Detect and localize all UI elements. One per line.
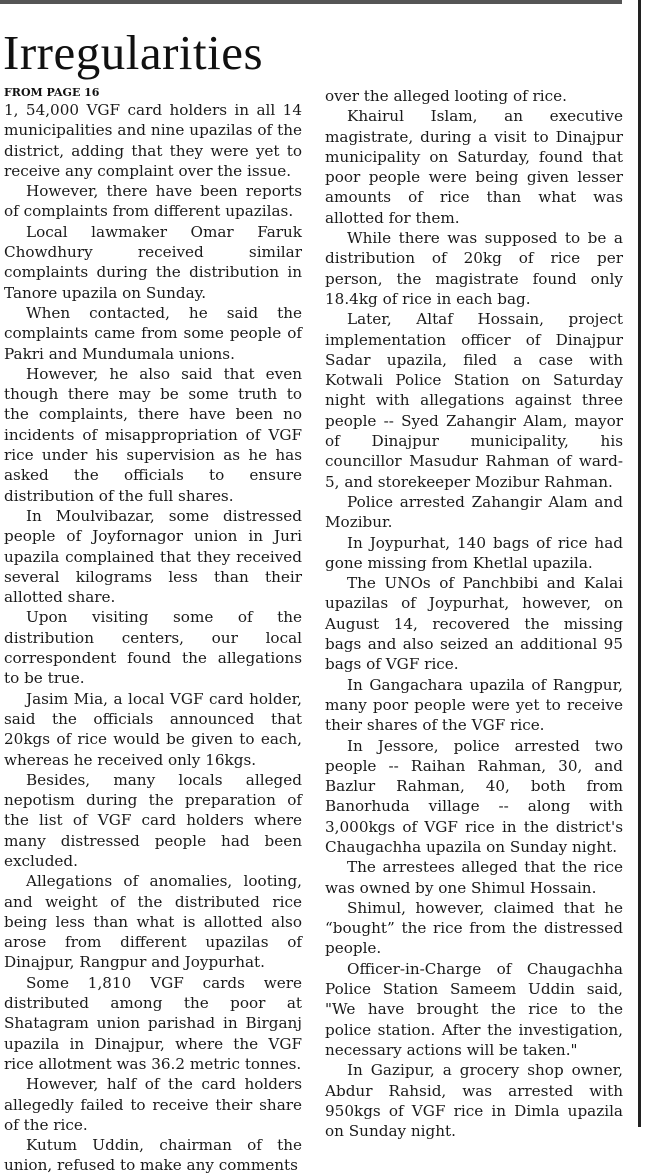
paragraph: The arrestees alleged that the rice was owned by one Shimul Hossain. — [325, 858, 623, 897]
paragraph: Officer-in-Charge of Chaugachha Police Station Sameem Uddin said, "We have brought the rice to the police station. After the investigation, necessary actions will be taken." — [325, 959, 623, 1059]
paragraph: Some 1,810 VGF cards were distributed among the poor at Shatagram union parishad in Birganj upazila in Dinajpur, where the VGF rice allotment was 36.2 metric tonnes. — [4, 973, 302, 1073]
left-column — [4, 86, 302, 1176]
paragraph: However, half of the card holders allegedly failed to receive their share of the rice. — [4, 1075, 302, 1134]
paragraph: In Gazipur, a grocery shop owner, Abdur Rahsid, was arrested with 950kgs of VGF rice in Dimla upazila on Sunday night. — [325, 1061, 623, 1141]
column-rule — [638, 0, 641, 1127]
paragraph: Police arrested Zahangir Alam and Mozibur. — [325, 492, 623, 532]
paragraph: Upon visiting some of the distribution centers, our local correspondent found the allegations to be true. — [4, 608, 302, 688]
paragraph: While there was supposed to be a distribution of 20kg of rice per person, the magistrate found only 18.4kg of rice in each bag. — [325, 229, 623, 308]
paragraph: In Gangachara upazila of Rangpur, many poor people were yet to receive their shares of the VGF rice. — [325, 675, 623, 735]
paragraph: In Moulvibazar, some distressed people of Joyfornagor union in Juri upazila complained that they received several kilograms less than their allotted share. — [4, 506, 302, 607]
headline: Irregularities — [3, 25, 264, 80]
paragraph: When contacted, he said the complaints came from some people of Pakri and Mundumala unions. — [4, 303, 302, 363]
jump-line: FROM PAGE 16 — [4, 86, 100, 99]
paragraph: However, he also said that even though there may be some truth to the complaints, there have been no incidents of misappropriation of VGF rice under his supervision as he has asked the officials to ensure distribution of the full shares. — [4, 364, 302, 505]
paragraph: Jasim Mia, a local VGF card holder, said the officials announced that 20kgs of rice would be given to each, whereas he received only 16kgs. — [4, 689, 302, 769]
paragraph: Local lawmaker Omar Faruk Chowdhury received similar complaints during the distribution in Tanore upazila on Sunday. — [4, 222, 302, 302]
paragraph: Khairul Islam, an executive magistrate, during a visit to Dinajpur municipality on Saturday, found that poor people were being given lesser amounts of rice than what was allotted for them. — [325, 107, 623, 227]
paragraph: The UNOs of Panchbibi and Kalai upazilas of Joypurhat, however, on August 14, recovered the missing bags and also seized an additional 95 bags of VGF rice. — [325, 574, 623, 674]
paragraph: Besides, many locals alleged nepotism during the preparation of the list of VGF card holders where many distressed people had been excluded. — [4, 770, 302, 870]
top-rule — [0, 0, 622, 4]
paragraph: However, there have been reports of complaints from different upazilas. — [4, 182, 302, 221]
paragraph: over the alleged looting of rice. — [325, 87, 567, 105]
paragraph: In Jessore, police arrested two people -- Raihan Rahman, 30, and Bazlur Rahman, 40, both from Banorhuda village -- along with 3,000kgs of VGF rice in the district's Chaugachha upazila on Sunday night. — [325, 736, 623, 856]
paragraph: Allegations of anomalies, looting, and weight of the distributed rice being less than what is allotted also arose from different upazilas of Dinajpur, Rangpur and Joypurhat. — [4, 872, 302, 972]
right-column — [325, 86, 623, 1141]
paragraph: Shimul, however, claimed that he “bought” the rice from the distressed people. — [325, 898, 623, 958]
paragraph: 1, 54,000 VGF card holders in all 14 municipalities and nine upazilas of the district, adding that they were yet to receive any complaint over the issue. — [4, 101, 302, 180]
paragraph: Later, Altaf Hossain, project implementation officer of Dinajpur Sadar upazila, filed a case with Kotwali Police Station on Saturday night with allegations against three people -- Syed Zahangir Alam, mayor of Dinajpur municipality, his councillor Masudur Rahman of ward-5, and storekeeper Mozibur Rahman. — [325, 310, 623, 491]
paragraph: Kutum Uddin, chairman of the union, refused to make any comments — [4, 1136, 302, 1175]
paragraph: In Joypurhat, 140 bags of rice had gone missing from Khetlal upazila. — [325, 533, 623, 572]
